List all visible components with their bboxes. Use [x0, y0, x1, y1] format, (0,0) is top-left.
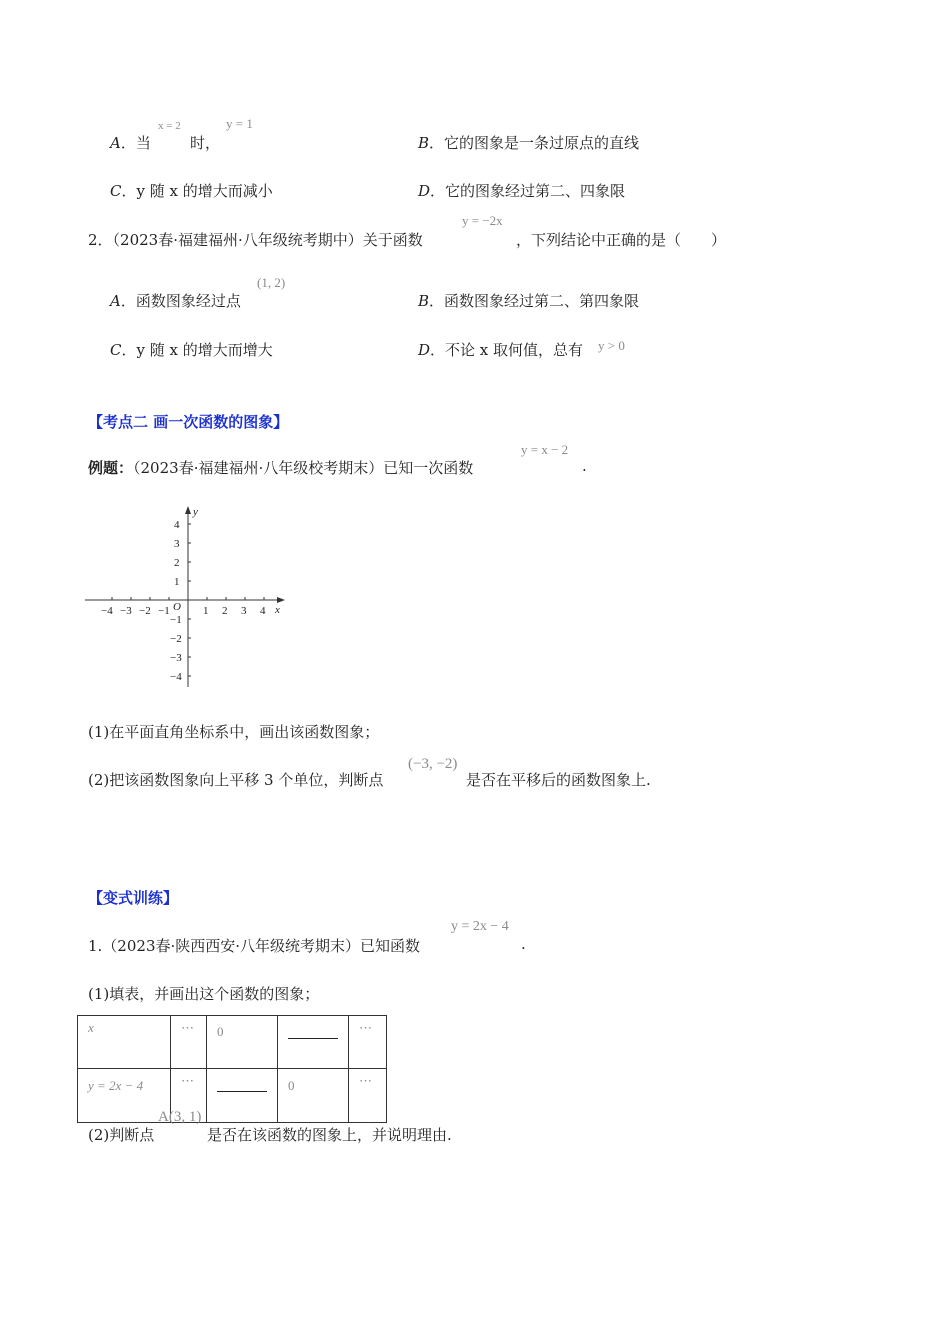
table-cell-blank[interactable] — [278, 1016, 349, 1069]
q2-option-a-math: (1, 2) — [257, 275, 286, 290]
y-tick-label: 3 — [174, 538, 180, 550]
x-tick-label: 1 — [203, 605, 209, 617]
y-tick-label: −2 — [170, 633, 182, 645]
y-tick-label: 4 — [174, 519, 180, 531]
example-part-1: (1)在平面直角坐标系中，画出该函数图象； — [88, 723, 380, 741]
q1-option-a-text-mid: 时， — [190, 134, 221, 152]
q2-stem: 2．（2023春·福建福州·八年级统考期中）关于函数 — [88, 231, 423, 249]
origin-label: O — [173, 601, 181, 613]
y-axis-arrow — [185, 506, 191, 514]
x-tick-label: −4 — [101, 605, 113, 617]
q1-option-a-math2: y = 1 — [226, 116, 253, 131]
table-cell: ⋯ — [349, 1016, 387, 1069]
x-axis-arrow — [277, 597, 285, 603]
q2-option-a: A．函数图象经过点 — [110, 292, 241, 310]
answer-blank[interactable] — [217, 1091, 267, 1092]
x-tick-label: 4 — [260, 605, 266, 617]
q1-option-a: A．当 — [110, 134, 151, 152]
variant-part-2-pre: (2)判断点 — [88, 1126, 155, 1144]
table-cell: 0 — [278, 1069, 349, 1123]
answer-blank[interactable] — [288, 1038, 338, 1039]
x-tick-label: 2 — [222, 605, 228, 617]
table-cell: ⋯ — [171, 1069, 207, 1123]
y-tick-label: 1 — [174, 576, 180, 588]
q2-option-d: D．不论 x 取何值，总有 — [418, 341, 584, 359]
variant-part-2-math: A(3, 1) — [158, 1109, 202, 1125]
table-cell: x — [78, 1016, 171, 1069]
example-part-2-post: 是否在平移后的函数图象上. — [466, 771, 651, 789]
section-heading-2: 【考点二 画一次函数的图象】 — [88, 413, 289, 431]
table-cell: ⋯ — [349, 1069, 387, 1123]
table-cell-blank[interactable] — [207, 1069, 278, 1123]
q1-option-b: B．它的图象是一条过原点的直线 — [418, 134, 640, 152]
example-stem: 例题：（2023春·福建福州·八年级校考期末）已知一次函数 — [88, 459, 474, 477]
x-tick-label: −3 — [120, 605, 132, 617]
example-end: . — [582, 457, 587, 475]
y-tick-label: −1 — [170, 614, 182, 626]
table-cell: ⋯ — [171, 1016, 207, 1069]
variant-part-1: (1)填表，并画出这个函数的图象； — [88, 985, 320, 1003]
x-axis-label: x — [275, 604, 280, 616]
q1-option-c: C．y 随 x 的增大而减小 — [110, 182, 273, 200]
x-tick-label: −2 — [139, 605, 151, 617]
y-tick-label: −4 — [170, 671, 182, 683]
coordinate-plane — [85, 502, 295, 692]
variant-function-math: y = 2x − 4 — [451, 919, 509, 934]
table-row — [78, 1016, 387, 1069]
x-tick-label: −1 — [158, 605, 170, 617]
y-tick-label: −3 — [170, 652, 182, 664]
q2-option-c: C．y 随 x 的增大而增大 — [110, 341, 273, 359]
table-cell: 0 — [207, 1016, 278, 1069]
y-tick-label: 2 — [174, 557, 180, 569]
table-row — [78, 1069, 387, 1123]
table-cell: y = 2x − 4 — [78, 1069, 171, 1123]
fill-table — [77, 1015, 387, 1123]
example-part-2-pre: (2)把该函数图象向上平移 3 个单位，判断点 — [88, 771, 384, 789]
q1-option-d: D．它的图象经过第二、四象限 — [418, 182, 626, 200]
q2-tail: ，下列结论中正确的是（ ） — [516, 231, 727, 249]
x-tick-label: 3 — [241, 605, 247, 617]
example-function-math: y = x − 2 — [521, 442, 569, 457]
variant-question: 1.（2023春·陕西西安·八年级统考期末）已知函数 — [88, 937, 421, 955]
variant-part-2-post: 是否在该函数的图象上，并说明理由. — [207, 1126, 452, 1144]
example-part-2-math: (−3, −2) — [408, 756, 458, 772]
variant-end: . — [521, 935, 526, 953]
q2-option-b: B．函数图象经过第二、第四象限 — [418, 292, 640, 310]
q2-option-d-math: y > 0 — [598, 338, 625, 353]
section-heading-3: 【变式训练】 — [88, 889, 179, 907]
q2-function-math: y = −2x — [462, 213, 503, 228]
q1-option-a-math1: x = 2 — [158, 120, 181, 132]
y-axis-label: y — [193, 506, 198, 518]
